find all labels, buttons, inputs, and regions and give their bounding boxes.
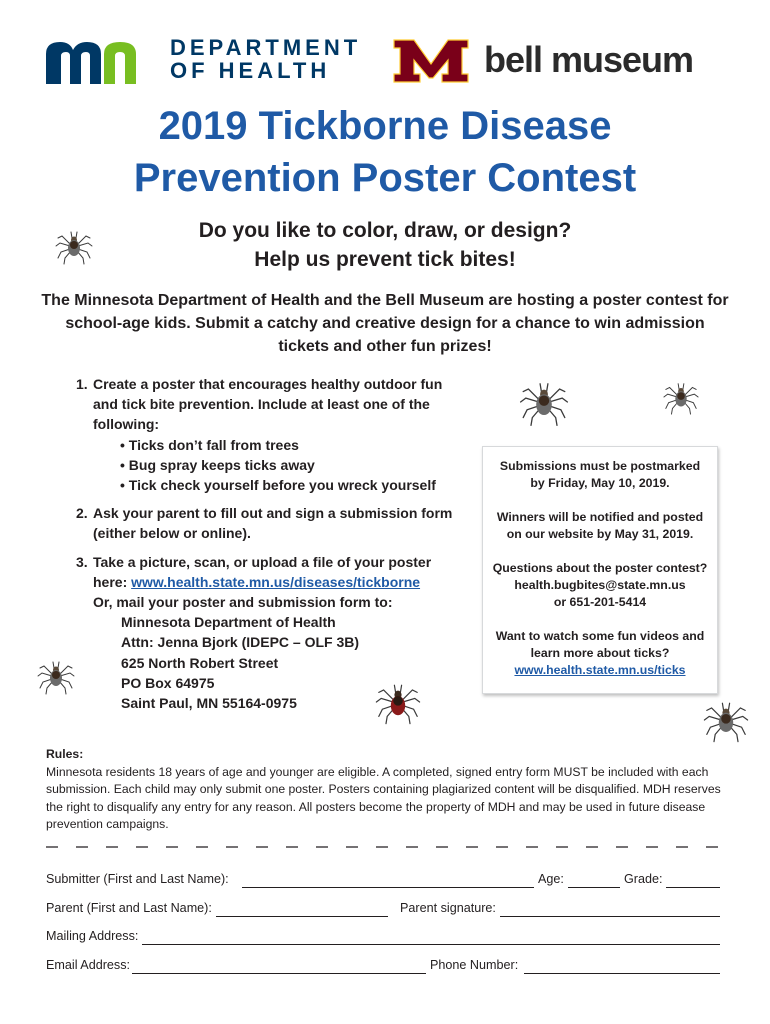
address-line: Minnesota Department of Health — [121, 614, 336, 631]
mdh-wordmark — [170, 36, 361, 82]
slogan-item: • Tick check yourself before you wreck yourself — [120, 475, 456, 495]
rules-text: Minnesota residents 18 years of age and younger are eligible. A completed, signed entry form MUST be included with each submission. Each child may only submit one poster. Posters containing plagiarized content will be disqualified. MDH reserves the right to disqualify any entry for any reason. All posters become the property of MDH and may be used in future disease prevention campaigns. — [46, 764, 721, 831]
ticks-link[interactable]: www.health.state.mn.us/ticks — [514, 663, 686, 677]
step-1 — [76, 374, 456, 495]
contact-email[interactable]: health.bugbites@state.mn.us — [514, 578, 686, 592]
university-of-minnesota-m-logo-icon — [392, 38, 470, 84]
email-label: Email Address: — [46, 958, 130, 973]
subheading-line-2: Help us prevent tick bites! — [254, 248, 516, 271]
upload-text: Take a picture, scan, or upload a file of your poster here: — [93, 553, 432, 590]
phone-label: Phone Number: — [430, 958, 519, 973]
tick-bug-icon — [36, 656, 76, 696]
parent-signature-field[interactable] — [500, 916, 720, 917]
title-line-2: Prevention Poster Contest — [133, 156, 637, 200]
grade-field[interactable] — [666, 887, 720, 888]
intro-paragraph: The Minnesota Department of Health and the Bell Museum are hosting a poster contest for school-age kids. Submit a catchy and creative design for a chance to win admission tickets and other fun prizes! — [41, 292, 729, 355]
questions-info: Questions about the poster contest? health.bugbites@state.mn.us or 651-201-5414 — [492, 561, 708, 609]
age-label: Age: — [538, 872, 564, 886]
step-text: Ask your parent to fill out and sign a submission form (either below or online). — [93, 505, 453, 542]
mdh-line-1: DEPARTMENT — [170, 35, 362, 60]
grade-label: Grade: — [624, 872, 663, 886]
mail-text: Or, mail your poster and submission form to: — [93, 594, 393, 611]
tick-bug-icon — [54, 226, 94, 266]
rules-section — [46, 746, 726, 834]
bell-museum-wordmark: bell museum — [484, 39, 694, 80]
address-line: 625 North Robert Street — [121, 654, 279, 671]
header — [0, 34, 770, 94]
submitter-label: Submitter (First and Last Name): — [46, 872, 229, 886]
postmark-info: Submissions must be postmarked by Friday, May 10, 2019. — [499, 459, 701, 490]
title-line-1: 2019 Tickborne Disease — [158, 104, 612, 148]
dashed-cut-line — [46, 844, 726, 850]
age-field[interactable] — [568, 887, 620, 888]
tickborne-link[interactable]: www.health.state.mn.us/diseases/tickborne — [131, 573, 421, 590]
parent-name-field[interactable] — [216, 916, 388, 917]
subheading-line-1: Do you like to color, draw, or design? — [198, 219, 572, 242]
phone-field[interactable] — [524, 973, 720, 974]
slogan-item: • Bug spray keeps ticks away — [120, 455, 456, 475]
slogan-item: • Ticks don’t fall from trees — [120, 435, 456, 455]
mailing-address-label: Mailing Address: — [46, 929, 139, 944]
step-text — [93, 552, 456, 592]
minnesota-mn-logo-icon — [44, 38, 156, 86]
tick-bug-icon — [518, 376, 570, 428]
page-title — [0, 100, 770, 204]
submission-form — [46, 872, 726, 987]
tick-bug-icon — [702, 696, 750, 744]
videos-info: Want to watch some fun videos and learn more about ticks? www.health.state.mn.us/ticks — [495, 629, 705, 677]
step-number: 1. — [76, 376, 88, 392]
address-line: Attn: Jenna Bjork (IDEPC – OLF 3B) — [121, 634, 360, 651]
parent-name-label: Parent (First and Last Name): — [46, 900, 212, 915]
form-row-contact — [46, 958, 726, 987]
rules-title: Rules: — [46, 747, 84, 761]
submitter-name-field[interactable] — [242, 887, 534, 888]
form-row-mailing — [46, 929, 726, 958]
address-line: PO Box 64975 — [121, 674, 215, 691]
parent-signature-label: Parent signature: — [400, 900, 496, 915]
subheading — [0, 216, 770, 274]
step-text: Create a poster that encourages healthy outdoor fun and tick bite prevention. Include at least one of the following: — [93, 376, 443, 433]
contest-steps — [76, 374, 456, 713]
tick-bug-icon — [662, 378, 700, 416]
info-box — [482, 446, 718, 694]
slogan-list — [93, 435, 456, 496]
mdh-line-2: OF HEALTH — [170, 58, 331, 83]
form-row-parent — [46, 901, 726, 930]
email-field[interactable] — [132, 973, 426, 974]
tick-bug-icon — [374, 678, 422, 726]
contact-phone: or 651-201-5414 — [553, 595, 647, 609]
mailing-address-field[interactable] — [142, 944, 720, 945]
address-line: Saint Paul, MN 55164-0975 — [121, 695, 297, 712]
step-2 — [76, 503, 456, 543]
step-number: 2. — [76, 505, 88, 522]
step-number: 3. — [76, 553, 88, 570]
winners-info: Winners will be notified and posted on our website by May 31, 2019. — [496, 510, 704, 541]
form-row-submitter — [46, 872, 726, 901]
